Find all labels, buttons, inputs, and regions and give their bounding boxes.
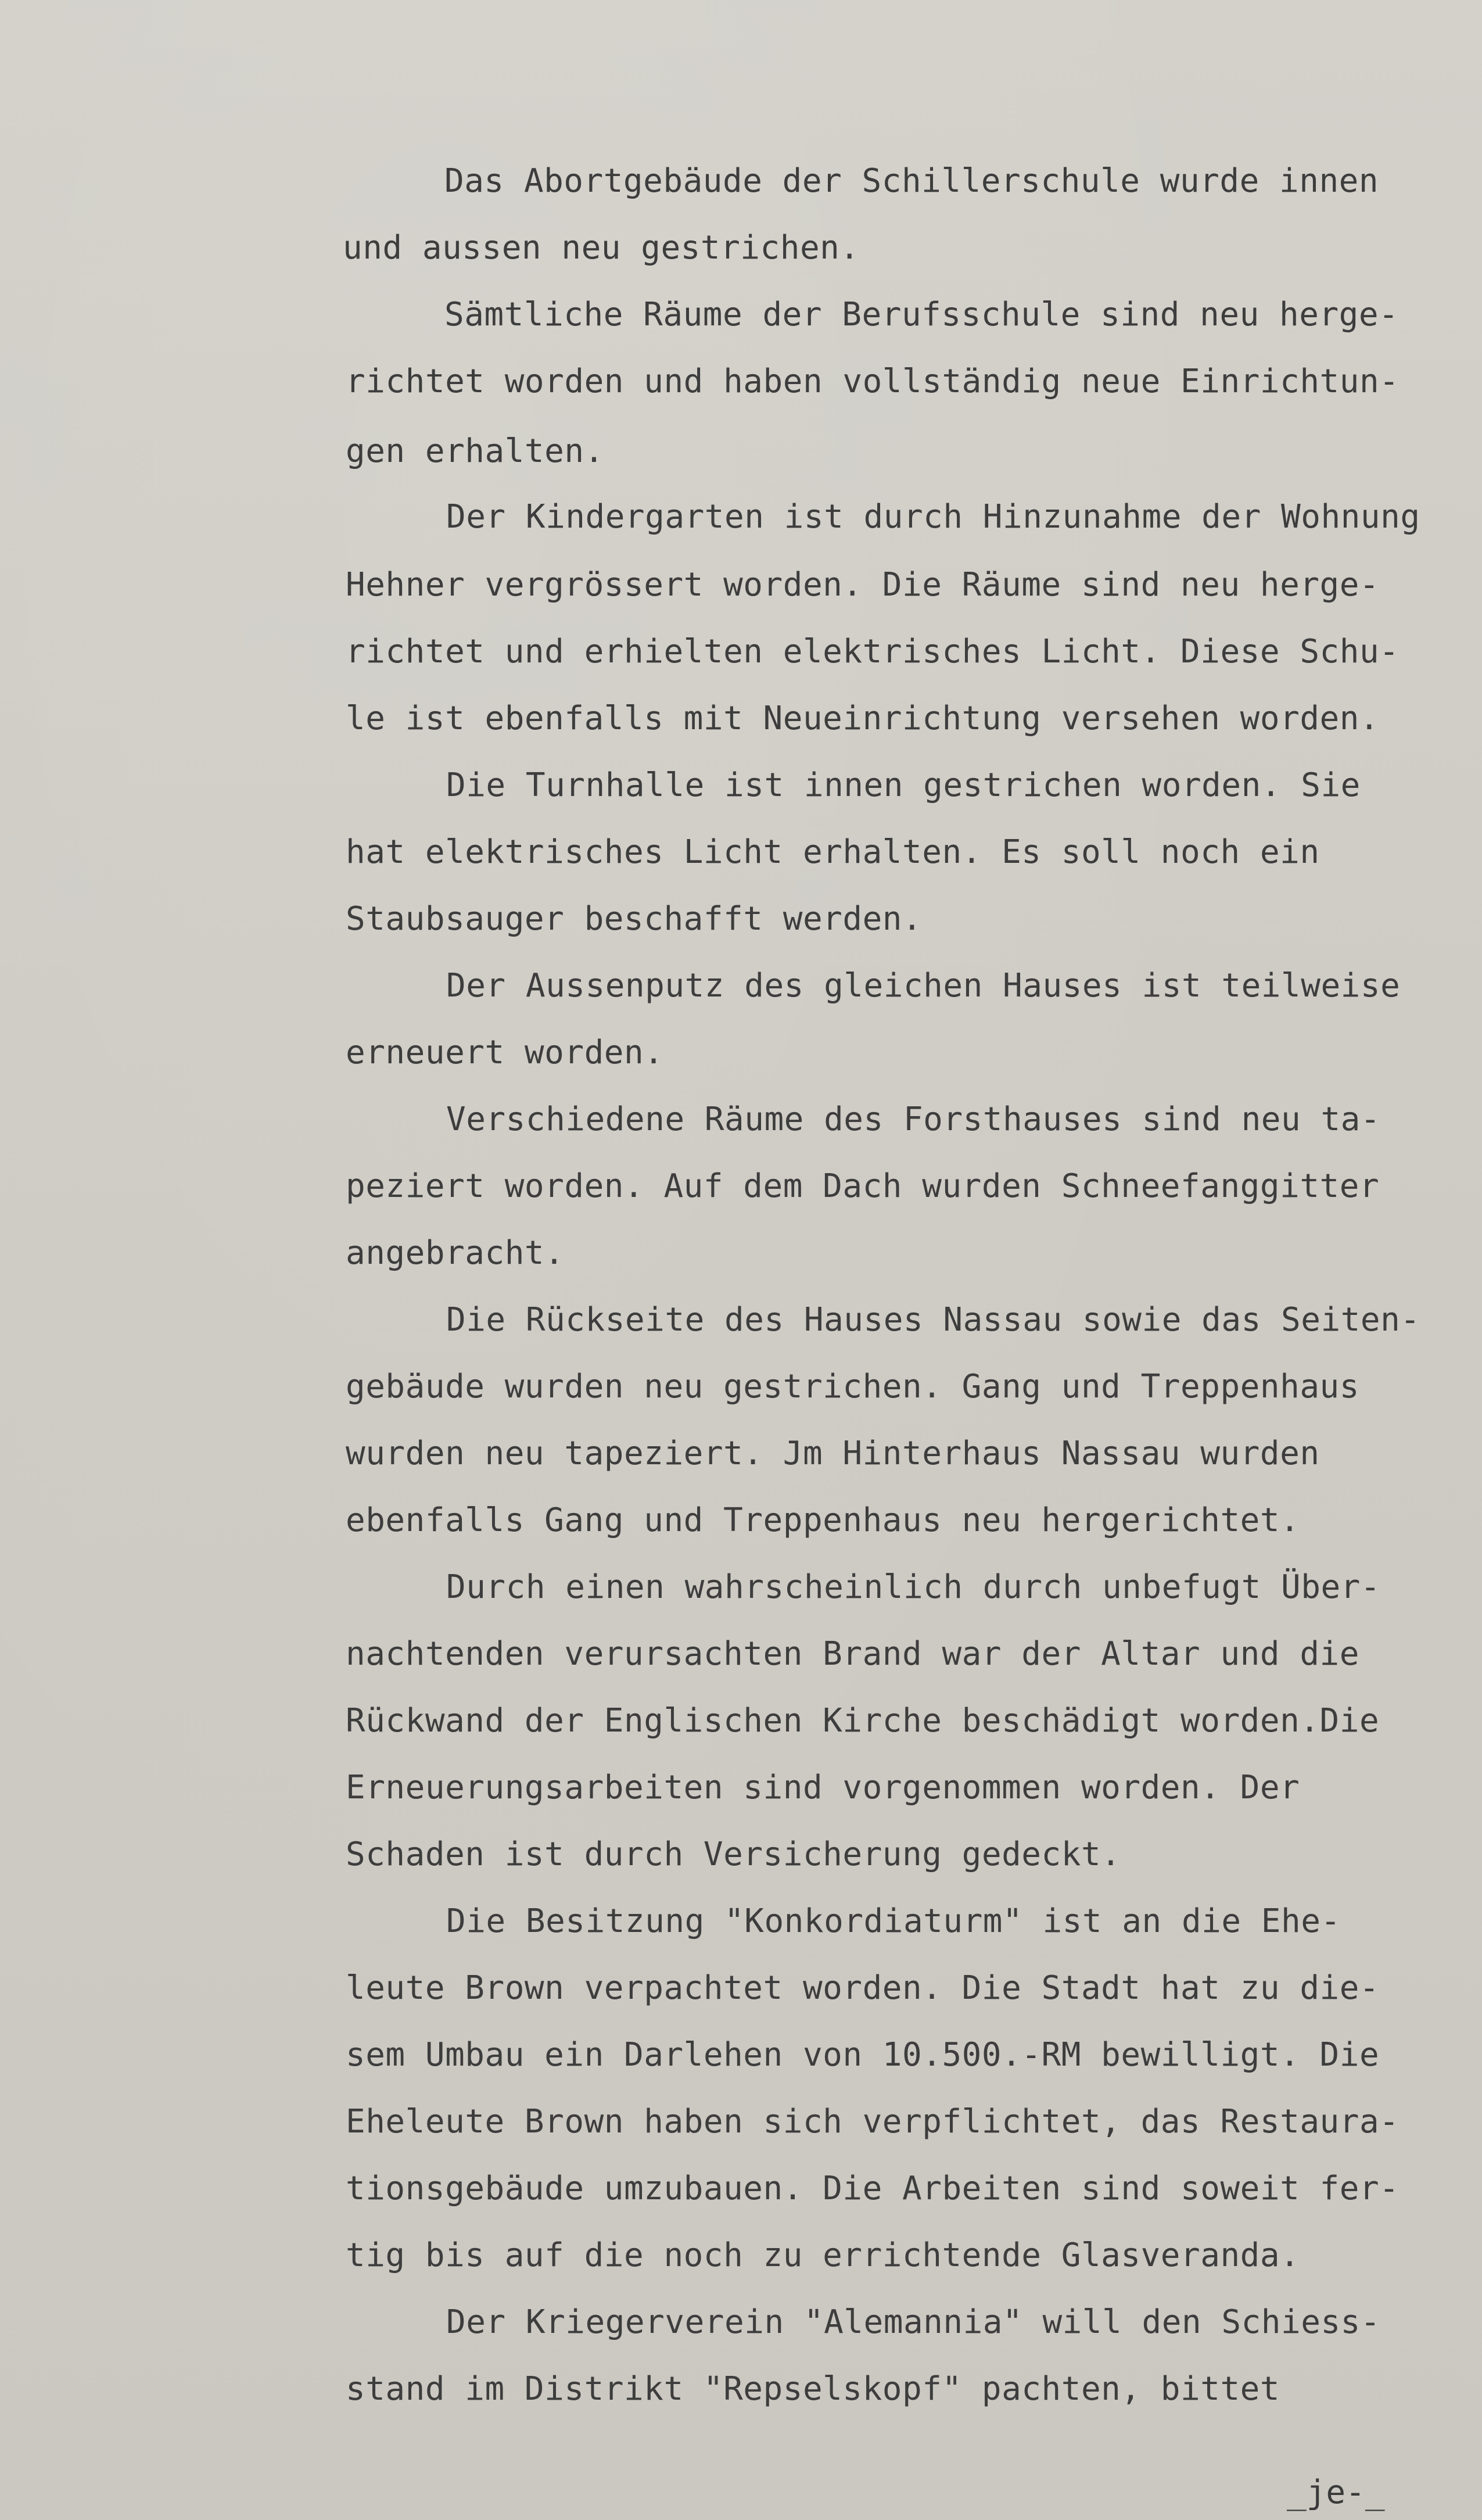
text-line-14: erneuert worden. [346, 1034, 664, 1071]
text-line-9: le ist ebenfalls mit Neueinrichtung versehen worden. [346, 700, 1380, 737]
text-line-15: Verschiedene Räume des Forsthauses sind neu ta- [446, 1101, 1381, 1138]
text-line-2: und aussen neu gestrichen. [343, 229, 860, 267]
text-line-20: wurden neu tapeziert. Jm Hinterhaus Nassau wurden [346, 1435, 1320, 1472]
text-line-12: Staubsauger beschafft werden. [346, 900, 923, 938]
text-line-3: Sämtliche Räume der Berufsschule sind neu herge- [444, 296, 1399, 334]
text-line-7: Hehner vergrössert worden. Die Räume sind neu herge- [346, 566, 1380, 604]
text-line-33: Der Kriegerverein "Alemannia" will den Schiess- [446, 2303, 1381, 2341]
text-line-16: peziert worden. Auf dem Dach wurden Schneefanggitter [346, 1167, 1380, 1205]
text-line-13: Der Aussenputz des gleichen Hauses ist teilweise [446, 967, 1401, 1005]
text-line-31: tionsgebäude umzubauen. Die Arbeiten sind soweit fer- [346, 2170, 1400, 2207]
text-line-28: leute Brown verpachtet worden. Die Stadt hat zu die- [346, 1969, 1380, 2007]
text-line-4: richtet worden und haben vollständig neue Einrichtun- [346, 363, 1400, 400]
text-line-22: Durch einen wahrscheinlich durch unbefugt Über- [446, 1568, 1381, 1606]
text-line-32: tig bis auf die noch zu errichtende Glasveranda. [346, 2236, 1300, 2274]
text-line-5: gen erhalten. [346, 432, 604, 470]
text-line-26: Schaden ist durch Versicherung gedeckt. [346, 1836, 1121, 1873]
text-line-24: Rückwand der Englischen Kirche beschädigt worden.Die [346, 1702, 1380, 1740]
text-line-34: stand im Distrikt "Repselskopf" pachten, bittet [346, 2370, 1280, 2408]
text-line-25: Erneuerungsarbeiten sind vorgenommen worden. Der [346, 1769, 1300, 1806]
text-line-6: Der Kindergarten ist durch Hinzunahme der Wohnung [446, 498, 1420, 536]
text-line-11: hat elektrisches Licht erhalten. Es soll noch ein [346, 833, 1320, 871]
text-line-17: angebracht. [346, 1234, 565, 1272]
text-line-23: nachtenden verursachten Brand war der Altar und die [346, 1635, 1359, 1673]
text-line-1: Das Abortgebäude der Schillerschule wurde innen [444, 162, 1379, 200]
text-line-19: gebäude wurden neu gestrichen. Gang und Treppenhaus [346, 1368, 1359, 1406]
text-line-21: ebenfalls Gang und Treppenhaus neu hergerichtet. [346, 1501, 1300, 1539]
catchword: _je-_ [1287, 2474, 1385, 2511]
text-line-8: richtet und erhielten elektrisches Licht. Diese Schu- [346, 633, 1400, 671]
text-line-30: Eheleute Brown haben sich verpflichtet, das Restaura- [346, 2103, 1400, 2141]
text-line-29: sem Umbau ein Darlehen von 10.500.-RM bewilligt. Die [346, 2036, 1380, 2074]
text-line-18: Die Rückseite des Hauses Nassau sowie das Seiten- [446, 1301, 1420, 1339]
text-line-27: Die Besitzung "Konkordiaturm" ist an die Ehe- [446, 1902, 1341, 1940]
text-line-10: Die Turnhalle ist innen gestrichen worden. Sie [446, 766, 1361, 804]
